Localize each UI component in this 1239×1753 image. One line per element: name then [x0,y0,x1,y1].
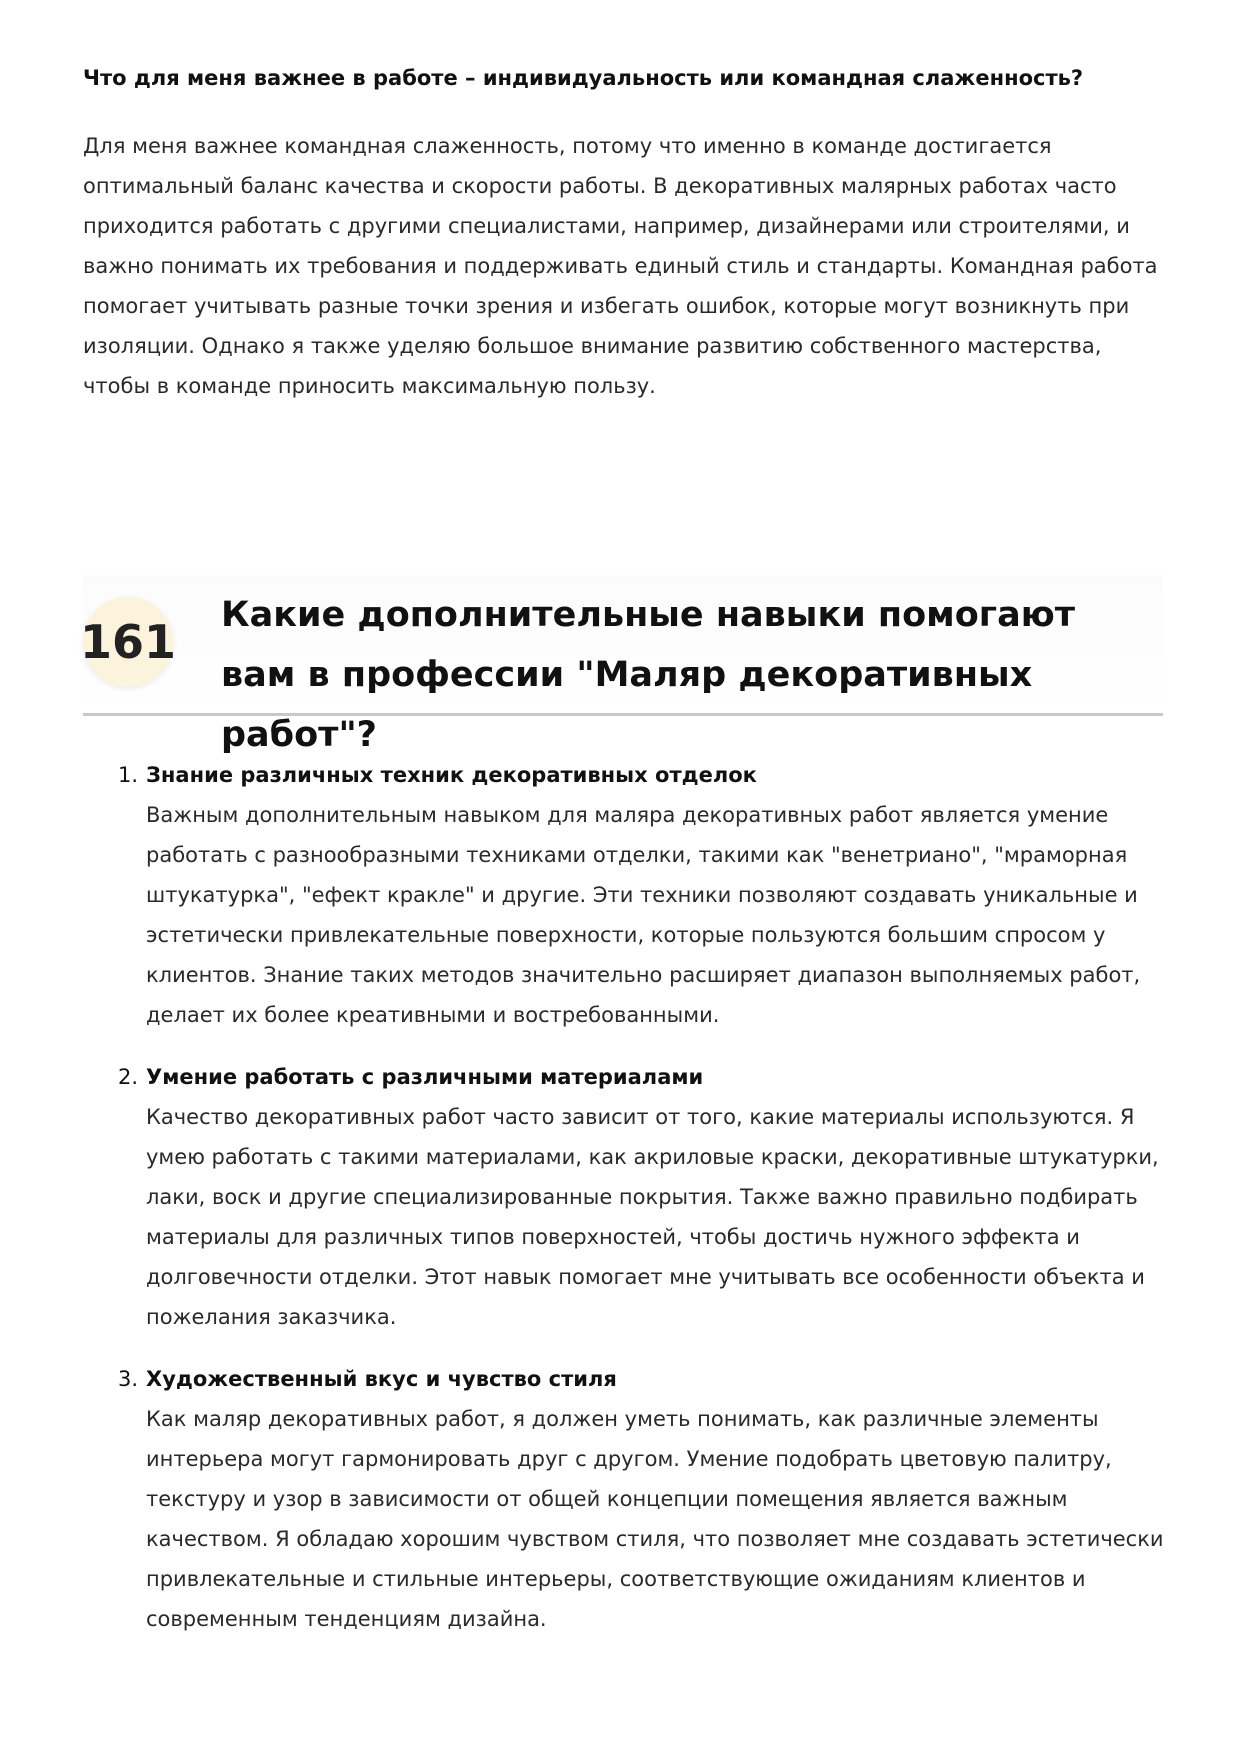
list-item-text: Как маляр декоративных работ, я должен уметь понимать, как различные элементы интерьера могут гармонировать друг с другом. Умение подобрать цветовую палитру, текстуру и узор в зависимости от общей концепции помещения является важным качеством. Я обладаю хорошим чувством стиля, что позволяет мне создавать эстетически привлекательные и стильные интерьеры, соответствующие ожиданиям клиентов и современным тенденциям дизайна. [146,1407,1164,1631]
list-item-number: 3. [118,1367,139,1391]
list-item [83,755,1163,1035]
list-item-text: Качество декоративных работ часто зависит от того, какие материалы используются. Я умею работать с такими материалами, как акриловые краски, декоративные штукатурки, лаки, воск и другие специализированные покрытия. Также важно правильно подбирать материалы для различных типов поверхностей, чтобы достичь нужного эффекта и долговечности отделки. Этот навык помогает мне учитывать все особенности объекта и пожелания заказчика. [146,1105,1159,1329]
section-header [79,575,1163,755]
section-title: Какие дополнительные навыки помогают вам в профессии "Маляр декоративных работ"? [221,595,1076,755]
answer-paragraph: Для меня важнее командная слаженность, потому что именно в команде достигается оптимальный баланс качества и скорости работы. В декоративных малярных работах часто приходится работать с другими специалистами, например, дизайнерами или строителями, и важно понимать их требования и поддерживать единый стиль и стандарты. Командная работа помогает учитывать разные точки зрения и избегать ошибок, которые могут возникнуть при изоляции. Однако я также уделяю большое внимание развитию собственного мастерства, чтобы в команде приносить максимальную пользу. [83,134,1158,398]
list-item-title: Умение работать с различными материалами [146,1065,704,1089]
list-item [83,1359,1163,1639]
list-item-number: 2. [118,1065,139,1089]
skills-list [83,755,1163,1661]
list-item-text: Важным дополнительным навыком для маляра декоративных работ является умение работать с разнообразными техниками отделки, такими как "венетриано", "мраморная штукатурка", "ефект кракле" и другие. Эти техники позволяют создавать уникальные и эстетически привлекательные поверхности, которые пользуются большим спросом у клиентов. Знание таких методов значительно расширяет диапазон выполняемых работ, делает их более креативными и востребованными. [146,803,1141,1027]
list-item-title: Знание различных техник декоративных отделок [146,763,757,787]
list-item-title: Художественный вкус и чувство стиля [146,1367,617,1391]
question-heading: Что для меня важнее в работе – индивидуальность или командная слаженность? [83,66,1084,90]
question-number-badge: 161 [83,597,173,687]
list-item [83,1057,1163,1337]
list-item-number: 1. [118,763,139,787]
